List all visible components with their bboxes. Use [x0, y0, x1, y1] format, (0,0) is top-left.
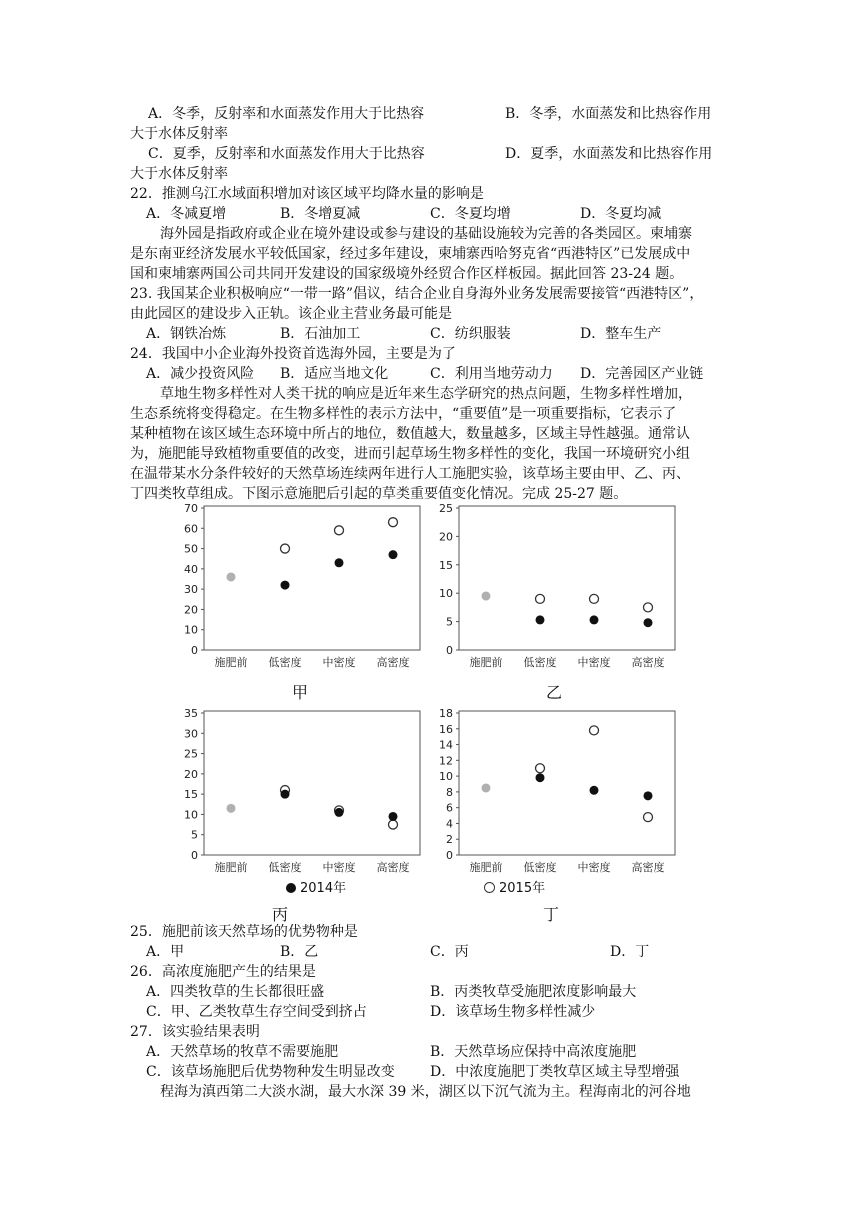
passage-2-line-4: 为，施肥能导致植物重要值的改变，进而引起草场生物多样性的变化，我国一环境研究小组	[130, 446, 690, 462]
chart-label-yi: 乙	[546, 683, 563, 702]
point-before	[227, 572, 236, 581]
legend-2015-label: 2015年	[499, 881, 546, 896]
question-26-stem: 26．高浓度施肥产生的结果是	[130, 964, 316, 980]
question-25-option-c: C．丙	[430, 944, 469, 960]
y-tick-label: 14	[439, 738, 453, 752]
point-2014	[590, 786, 599, 795]
question-27-option-d: D．中浓度施肥丁类牧草区域主导型增强	[430, 1064, 680, 1080]
question-25-option-a: A．甲	[146, 944, 185, 960]
x-tick-label: 高密度	[631, 656, 665, 669]
chart-svg	[170, 500, 425, 675]
plot-frame	[459, 506, 675, 650]
legend-filled-marker	[286, 883, 296, 893]
y-tick-label: 20	[439, 530, 453, 544]
point-2015	[389, 518, 398, 527]
question-25-option-b: B．乙	[280, 944, 319, 960]
point-2014	[644, 618, 653, 627]
question-24-option-c: C．利用当地劳动力	[430, 366, 553, 382]
passage-1-line-1: 海外园是指政府或企业在境外建设或参与建设的基础设施较为完善的各类园区。柬埔寨	[160, 226, 692, 242]
y-tick-label: 20	[184, 767, 198, 781]
point-2014	[590, 615, 599, 624]
point-2015	[335, 526, 344, 535]
passage-2-line-3: 某种植物在该区域生态环境中所占的地位，数值越大，数量越多，区域主导性越强。通常认	[130, 426, 690, 442]
option-21d-cont: 大于水体反射率	[130, 166, 228, 182]
y-tick-label: 18	[439, 707, 453, 720]
y-tick-label: 30	[184, 727, 198, 741]
x-tick-label: 中密度	[322, 656, 356, 669]
passage-2-line-2: 生态系统将变得稳定。在生物多样性的表示方法中，“重要值”是一项重要指标，它表示了	[130, 406, 677, 422]
y-tick-label: 5	[191, 828, 198, 842]
option-21d: D．夏季，水面蒸发和比热容作用	[505, 146, 713, 162]
point-2014	[644, 791, 653, 800]
question-27-option-b: B．天然草场应保持中高浓度施肥	[430, 1044, 637, 1060]
y-tick-label: 35	[184, 707, 198, 720]
x-tick-label: 低密度	[523, 656, 557, 669]
plot-frame	[459, 711, 675, 855]
x-tick-label: 高密度	[376, 656, 410, 669]
passage-2-line-1: 草地生物多样性对人类干扰的响应是近年来生态学研究的热点问题，生物多样性增加，	[160, 386, 692, 402]
x-tick-label: 中密度	[577, 656, 611, 669]
x-tick-label: 施肥前	[469, 656, 503, 669]
y-tick-label: 40	[184, 562, 198, 576]
question-22-option-d: D．冬夏均减	[580, 206, 662, 222]
point-2015	[281, 544, 290, 553]
plot-frame	[204, 506, 420, 650]
point-before	[227, 804, 236, 813]
chart-bing	[170, 705, 425, 884]
question-24-option-d: D．完善园区产业链	[580, 366, 704, 382]
question-24-option-a: A．减少投资风险	[146, 366, 255, 382]
x-tick-label: 施肥前	[469, 861, 503, 874]
point-2014	[335, 808, 344, 817]
point-before	[482, 592, 491, 601]
point-2015	[644, 813, 653, 822]
passage-2-line-6: 丁四类牧草组成。下图示意施肥后引起的草类重要值变化情况。完成 25-27 题。	[130, 486, 628, 502]
point-2015	[590, 594, 599, 603]
y-tick-label: 15	[184, 788, 198, 802]
legend-2014	[286, 877, 346, 896]
chart-label-ding: 丁	[543, 905, 560, 924]
y-tick-label: 25	[439, 502, 453, 515]
question-25-option-d: D．丁	[610, 944, 650, 960]
point-2014	[536, 615, 545, 624]
point-2015	[590, 726, 599, 735]
question-23-option-a: A．钢铁冶炼	[146, 326, 227, 342]
passage-1-line-3: 国和柬埔寨两国公司共同开发建设的国家级境外经贸合作区样板园。据此回答 23-24 题。	[130, 266, 684, 282]
point-2014	[389, 550, 398, 559]
chart-ding	[425, 705, 680, 884]
question-23-option-d: D．整车生产	[580, 326, 662, 342]
question-26-option-b: B．丙类牧草受施肥浓度影响最大	[430, 984, 637, 1000]
y-tick-label: 12	[439, 754, 453, 768]
point-2014	[281, 581, 290, 590]
x-tick-label: 低密度	[268, 656, 302, 669]
point-2014	[335, 558, 344, 567]
question-22-option-b: B．冬增夏减	[280, 206, 361, 222]
point-before	[482, 783, 491, 792]
y-tick-label: 0	[191, 644, 198, 657]
plot-frame	[204, 711, 420, 855]
point-2015	[536, 764, 545, 773]
x-tick-label: 低密度	[268, 861, 302, 874]
y-tick-label: 10	[184, 623, 198, 637]
chart-jia	[170, 500, 425, 679]
x-tick-label: 高密度	[631, 861, 665, 874]
y-tick-label: 70	[184, 502, 198, 515]
question-27-option-a: A．天然草场的牧草不需要施肥	[146, 1044, 339, 1060]
y-tick-label: 30	[184, 583, 198, 597]
point-2015	[536, 594, 545, 603]
point-2015	[644, 603, 653, 612]
question-27-option-c: C．该草场施肥后优势物种发生明显改变	[146, 1064, 395, 1080]
y-tick-label: 10	[184, 808, 198, 822]
x-tick-label: 施肥前	[214, 656, 248, 669]
option-21b: B．冬季，水面蒸发和比热容作用	[505, 106, 712, 122]
y-tick-label: 25	[184, 747, 198, 761]
chart-svg	[425, 705, 680, 880]
y-tick-label: 0	[446, 849, 453, 862]
question-23-option-b: B．石油加工	[280, 326, 361, 342]
y-tick-label: 5	[446, 615, 453, 629]
y-tick-label: 8	[446, 785, 453, 799]
option-21c: C．夏季，反射率和水面蒸发作用大于比热容	[148, 146, 425, 162]
question-22-option-a: A．冬减夏增	[146, 206, 227, 222]
chart-svg	[170, 705, 425, 880]
passage-1-line-2: 是东南亚经济发展水平较低国家，经过多年建设，柬埔寨西哈努克省“西港特区”已发展成中	[130, 246, 691, 262]
point-2015	[389, 820, 398, 829]
question-24-option-b: B．适应当地文化	[280, 366, 389, 382]
y-tick-label: 10	[439, 587, 453, 601]
x-tick-label: 施肥前	[214, 861, 248, 874]
point-2014	[389, 812, 398, 821]
y-tick-label: 50	[184, 542, 198, 556]
y-tick-label: 0	[446, 644, 453, 657]
question-22-option-c: C．冬夏均增	[430, 206, 511, 222]
passage-2-line-5: 在温带某水分条件较好的天然草场连续两年进行人工施肥实验，该草场主要由甲、乙、丙、	[130, 466, 690, 482]
chart-label-jia: 甲	[292, 683, 309, 702]
question-23-stem: 23. 我国某企业积极响应“一带一路”倡议，结合企业自身海外业务发展需要接管“西港特区”，	[130, 286, 704, 302]
question-27-stem: 27．该实验结果表明	[130, 1024, 260, 1040]
point-2014	[536, 773, 545, 782]
question-22-stem: 22．推测乌江水域面积增加对该区域平均降水量的影响是	[130, 186, 484, 202]
question-23-stem-cont: 由此园区的建设步入正轨。该企业主营业务最可能是	[130, 306, 452, 322]
point-2014	[281, 790, 290, 799]
y-tick-label: 15	[439, 558, 453, 572]
question-24-stem: 24．我国中小企业海外投资首选海外园，主要是为了	[130, 346, 456, 362]
y-tick-label: 2	[446, 833, 453, 847]
question-26-option-c: C．甲、乙类牧草生存空间受到挤占	[146, 1004, 367, 1020]
passage-3-line-1: 程海为滇西第二大淡水湖，最大水深 39 米，湖区以下沉气流为主。程海南北的河谷地	[160, 1084, 691, 1100]
option-21b-cont: 大于水体反射率	[130, 126, 228, 142]
y-tick-label: 4	[446, 817, 453, 831]
legend-open-marker	[484, 882, 495, 893]
y-tick-label: 10	[439, 770, 453, 784]
y-tick-label: 60	[184, 522, 198, 536]
x-tick-label: 中密度	[322, 861, 356, 874]
question-23-option-c: C．纺织服装	[430, 326, 511, 342]
option-21a: A．冬季，反射率和水面蒸发作用大于比热容	[148, 106, 425, 122]
question-25-stem: 25．施肥前该天然草场的优势物种是	[130, 924, 358, 940]
y-tick-label: 6	[446, 801, 453, 815]
chart-svg	[425, 500, 680, 675]
y-tick-label: 20	[184, 603, 198, 617]
chart-yi	[425, 500, 680, 679]
x-tick-label: 高密度	[376, 861, 410, 874]
x-tick-label: 中密度	[577, 861, 611, 874]
y-tick-label: 0	[191, 849, 198, 862]
question-26-option-a: A．四类牧草的生长都很旺盛	[146, 984, 325, 1000]
y-tick-label: 16	[439, 722, 453, 736]
legend-2015	[484, 877, 545, 896]
legend-2014-label: 2014年	[300, 881, 347, 896]
x-tick-label: 低密度	[523, 861, 557, 874]
question-26-option-d: D．该草场生物多样性减少	[430, 1004, 596, 1020]
chart-label-bing: 丙	[272, 905, 289, 924]
